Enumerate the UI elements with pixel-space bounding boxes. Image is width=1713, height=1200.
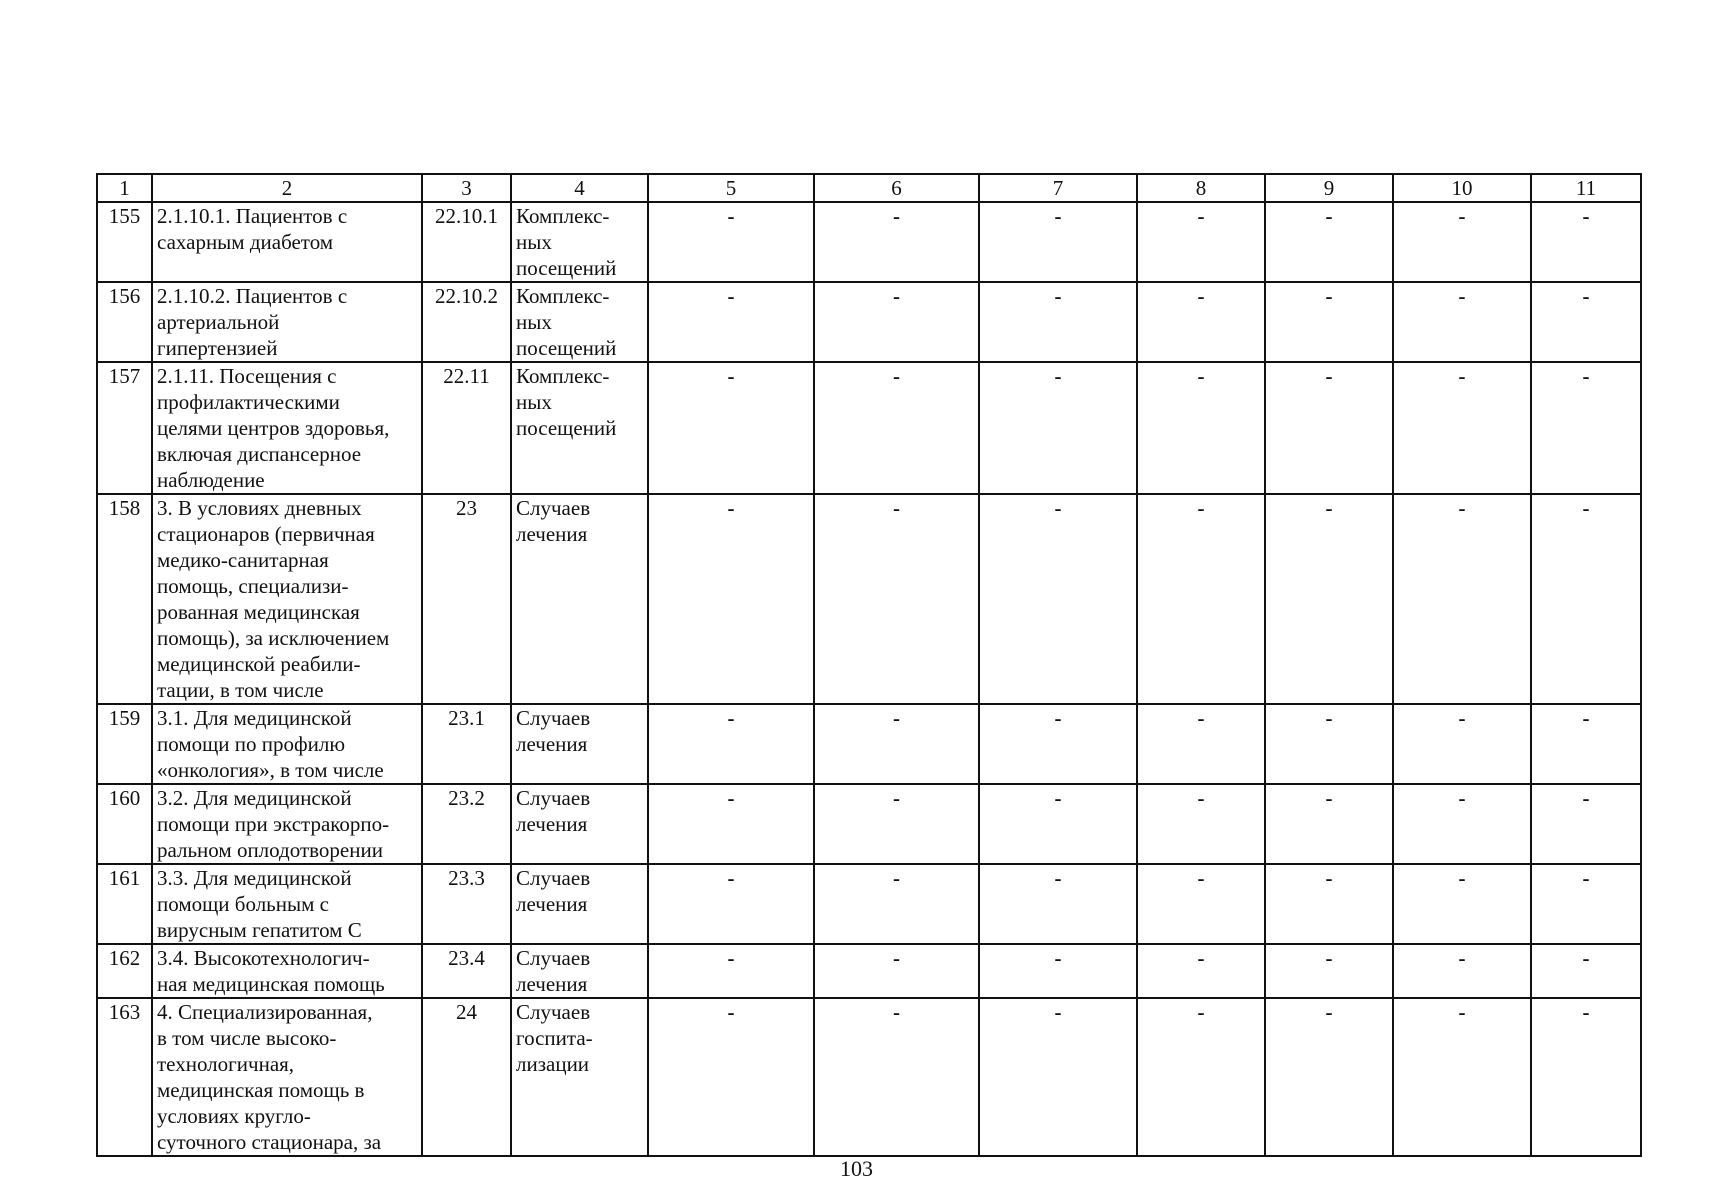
- column-header-7: 7: [979, 174, 1137, 202]
- page-number: 103: [840, 1156, 873, 1181]
- value-cell: -: [979, 282, 1137, 362]
- value-cell: -: [1137, 998, 1265, 1156]
- indicator-name-cell: 3. В условиях дневных стационаров (первичная медико-санитарная помощь, специализи- рованная медицинская помощь), за исключением медицинской реабили- тации, в том числе: [152, 494, 422, 704]
- value-cell: -: [1531, 784, 1641, 864]
- value-cell: -: [1265, 944, 1393, 998]
- value-cell: -: [814, 202, 979, 282]
- value-cell: -: [1531, 944, 1641, 998]
- table-header: [97, 174, 1641, 202]
- indicator-name-cell: 2.1.10.1. Пациентов с сахарным диабетом: [152, 202, 422, 282]
- table-body: [97, 202, 1641, 1156]
- value-cell: -: [1265, 704, 1393, 784]
- statistics-table: [96, 173, 1642, 1157]
- value-cell: -: [979, 494, 1137, 704]
- value-cell: -: [1137, 202, 1265, 282]
- value-cell: -: [648, 998, 814, 1156]
- value-cell: -: [1393, 944, 1531, 998]
- indicator-name-cell: 4. Специализированная, в том числе высоко- технологичная, медицинская помощь в условиях кругло- суточного стационара, за: [152, 998, 422, 1156]
- value-cell: -: [648, 784, 814, 864]
- value-cell: -: [648, 864, 814, 944]
- indicator-name-cell: 2.1.10.2. Пациентов с артериальной гипертензией: [152, 282, 422, 362]
- value-cell: -: [1531, 362, 1641, 494]
- unit-cell: Комплекс- ных посещений: [511, 202, 648, 282]
- value-cell: -: [1393, 494, 1531, 704]
- value-cell: -: [1137, 864, 1265, 944]
- value-cell: -: [979, 704, 1137, 784]
- row-code-cell: 23: [422, 494, 511, 704]
- value-cell: -: [1137, 784, 1265, 864]
- row-number-cell: 157: [97, 362, 152, 494]
- indicator-name-cell: 3.4. Высокотехнологич- ная медицинская помощь: [152, 944, 422, 998]
- row-number-cell: 162: [97, 944, 152, 998]
- value-cell: -: [1393, 864, 1531, 944]
- value-cell: -: [814, 704, 979, 784]
- row-number-cell: 163: [97, 998, 152, 1156]
- indicator-name-cell: 2.1.11. Посещения с профилактическими целями центров здоровья, включая диспансерное наблюдение: [152, 362, 422, 494]
- unit-cell: Случаев лечения: [511, 704, 648, 784]
- table-row: [97, 998, 1641, 1156]
- value-cell: -: [979, 998, 1137, 1156]
- column-header-11: 11: [1531, 174, 1641, 202]
- indicator-name-cell: 3.3. Для медицинской помощи больным с вирусным гепатитом С: [152, 864, 422, 944]
- value-cell: -: [1393, 202, 1531, 282]
- value-cell: -: [648, 362, 814, 494]
- column-header-4: 4: [511, 174, 648, 202]
- value-cell: -: [1137, 494, 1265, 704]
- value-cell: -: [648, 494, 814, 704]
- value-cell: -: [1393, 362, 1531, 494]
- row-code-cell: 22.10.2: [422, 282, 511, 362]
- table-row: [97, 864, 1641, 944]
- value-cell: -: [1137, 282, 1265, 362]
- value-cell: -: [1137, 362, 1265, 494]
- table-row: [97, 494, 1641, 704]
- unit-cell: Комплекс- ных посещений: [511, 282, 648, 362]
- value-cell: -: [648, 202, 814, 282]
- indicator-name-cell: 3.2. Для медицинской помощи при экстракорпо- ральном оплодотворении: [152, 784, 422, 864]
- column-header-8: 8: [1137, 174, 1265, 202]
- table-row: [97, 282, 1641, 362]
- unit-cell: Случаев лечения: [511, 494, 648, 704]
- value-cell: -: [1137, 944, 1265, 998]
- indicator-name-cell: 3.1. Для медицинской помощи по профилю «онкология», в том числе: [152, 704, 422, 784]
- column-header-10: 10: [1393, 174, 1531, 202]
- value-cell: -: [979, 944, 1137, 998]
- column-header-5: 5: [648, 174, 814, 202]
- row-code-cell: 23.4: [422, 944, 511, 998]
- row-number-cell: 158: [97, 494, 152, 704]
- value-cell: -: [1531, 202, 1641, 282]
- row-number-cell: 155: [97, 202, 152, 282]
- header-row: [97, 174, 1641, 202]
- value-cell: -: [814, 362, 979, 494]
- row-number-cell: 161: [97, 864, 152, 944]
- value-cell: -: [814, 282, 979, 362]
- value-cell: -: [648, 944, 814, 998]
- row-number-cell: 156: [97, 282, 152, 362]
- row-number-cell: 159: [97, 704, 152, 784]
- value-cell: -: [1531, 704, 1641, 784]
- column-header-9: 9: [1265, 174, 1393, 202]
- column-header-1: 1: [97, 174, 152, 202]
- value-cell: -: [1265, 494, 1393, 704]
- value-cell: -: [1531, 494, 1641, 704]
- value-cell: -: [1393, 704, 1531, 784]
- table-row: [97, 362, 1641, 494]
- value-cell: -: [814, 998, 979, 1156]
- value-cell: -: [814, 784, 979, 864]
- value-cell: -: [1265, 784, 1393, 864]
- unit-cell: Комплекс- ных посещений: [511, 362, 648, 494]
- value-cell: -: [814, 494, 979, 704]
- value-cell: -: [648, 704, 814, 784]
- table-row: [97, 944, 1641, 998]
- row-code-cell: 22.10.1: [422, 202, 511, 282]
- table-row: [97, 704, 1641, 784]
- row-code-cell: 23.3: [422, 864, 511, 944]
- unit-cell: Случаев лечения: [511, 864, 648, 944]
- value-cell: -: [979, 784, 1137, 864]
- value-cell: -: [979, 362, 1137, 494]
- column-header-2: 2: [152, 174, 422, 202]
- row-code-cell: 23.2: [422, 784, 511, 864]
- value-cell: -: [1265, 864, 1393, 944]
- value-cell: -: [1265, 362, 1393, 494]
- value-cell: -: [1531, 864, 1641, 944]
- value-cell: -: [1265, 998, 1393, 1156]
- value-cell: -: [1393, 784, 1531, 864]
- row-code-cell: 23.1: [422, 704, 511, 784]
- value-cell: -: [979, 864, 1137, 944]
- value-cell: -: [1393, 282, 1531, 362]
- value-cell: -: [814, 944, 979, 998]
- column-header-3: 3: [422, 174, 511, 202]
- value-cell: -: [1531, 998, 1641, 1156]
- value-cell: -: [979, 202, 1137, 282]
- table-row: [97, 202, 1641, 282]
- value-cell: -: [1265, 282, 1393, 362]
- table-row: [97, 784, 1641, 864]
- unit-cell: Случаев лечения: [511, 784, 648, 864]
- value-cell: -: [1531, 282, 1641, 362]
- column-header-6: 6: [814, 174, 979, 202]
- value-cell: -: [648, 282, 814, 362]
- value-cell: -: [1393, 998, 1531, 1156]
- value-cell: -: [1137, 704, 1265, 784]
- row-code-cell: 24: [422, 998, 511, 1156]
- value-cell: -: [1265, 202, 1393, 282]
- value-cell: -: [814, 864, 979, 944]
- unit-cell: Случаев лечения: [511, 944, 648, 998]
- row-code-cell: 22.11: [422, 362, 511, 494]
- row-number-cell: 160: [97, 784, 152, 864]
- unit-cell: Случаев госпита- лизации: [511, 998, 648, 1156]
